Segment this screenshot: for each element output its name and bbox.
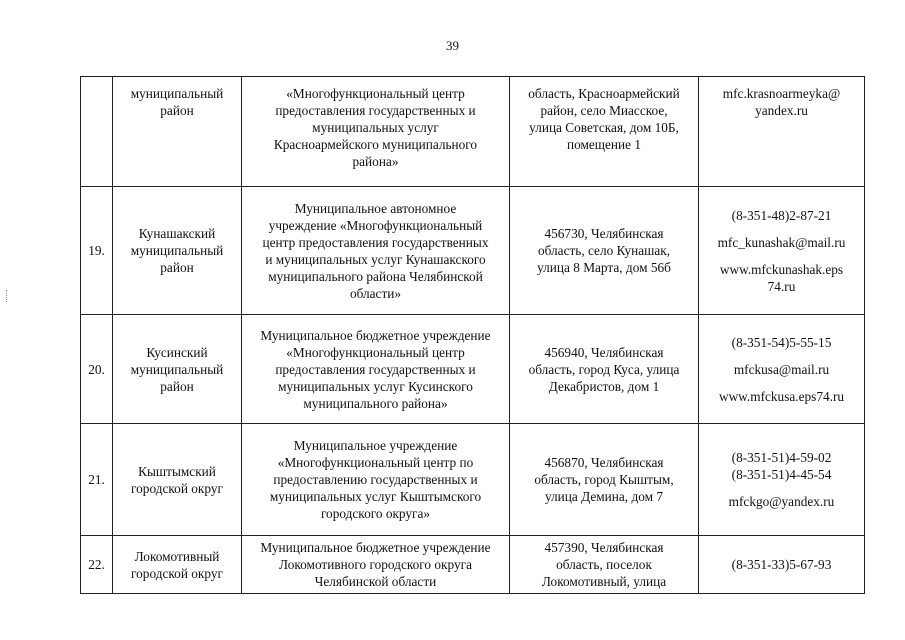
district-line: Локомотивный bbox=[134, 548, 220, 564]
organization-line: района» bbox=[352, 154, 399, 169]
address bbox=[510, 77, 699, 187]
email-link[interactable]: mfckgo@yandex.ru bbox=[728, 494, 835, 509]
address-line: улица Советская, дом 10Б, bbox=[529, 120, 679, 135]
address bbox=[510, 536, 699, 594]
district-line: район bbox=[160, 378, 194, 394]
organization-line: муниципальных услуг Кыштымского bbox=[269, 489, 482, 504]
address-line: 456870, Челябинская bbox=[544, 455, 664, 470]
organization-line: предоставлению государственных и bbox=[273, 472, 478, 487]
organization-line: учреждение «Многофункциональный bbox=[268, 217, 483, 233]
district-line: муниципальный bbox=[130, 86, 224, 101]
district-line: район bbox=[160, 260, 194, 275]
table-row bbox=[81, 315, 865, 424]
table-row bbox=[81, 77, 865, 187]
phone-number: (8-351-51)4-59-02 bbox=[731, 450, 832, 465]
row-number: 19. bbox=[81, 187, 113, 315]
row-number bbox=[81, 77, 113, 187]
phone-number: (8-351-51)4-45-54 bbox=[731, 467, 832, 482]
row-number: 20. bbox=[81, 315, 113, 424]
address-line: область, поселок bbox=[556, 557, 652, 572]
address-line: 456730, Челябинская bbox=[544, 226, 664, 241]
organization-line: городского округа» bbox=[320, 506, 431, 521]
organization-line: Красноармейского муниципального bbox=[273, 137, 478, 152]
district-line: Кыштымский bbox=[138, 463, 216, 479]
organization-line: предоставления государственных и bbox=[275, 361, 476, 377]
contacts bbox=[699, 315, 865, 424]
organization-line: «Многофункциональный центр по bbox=[277, 455, 474, 470]
contacts bbox=[699, 187, 865, 315]
row-number: 21. bbox=[81, 424, 113, 536]
organization-line: области» bbox=[349, 285, 402, 301]
table-row bbox=[81, 536, 865, 594]
address-line: улица Демина, дом 7 bbox=[544, 489, 664, 504]
address-line: улица 8 Марта, дом 56б bbox=[537, 260, 671, 275]
phone-number: (8-351-48)2-87-21 bbox=[731, 207, 832, 223]
organization-line: муниципальных услуг bbox=[312, 120, 439, 135]
organization-name bbox=[242, 315, 510, 424]
district-line: городской округ bbox=[131, 565, 223, 581]
website-link-continued[interactable]: 74.ru bbox=[767, 278, 796, 294]
website-link[interactable]: www.mfckusa.eps74.ru bbox=[718, 388, 845, 404]
contacts bbox=[699, 424, 865, 536]
address-line: 456940, Челябинская bbox=[544, 344, 664, 360]
address bbox=[510, 187, 699, 315]
organization-line: муниципального района» bbox=[303, 395, 448, 411]
district-line: район bbox=[160, 103, 194, 118]
organization-line: Муниципальное автономное bbox=[294, 200, 457, 216]
phone-number: (8-351-54)5-55-15 bbox=[731, 334, 832, 350]
organization-line: «Многофункциональный центр bbox=[286, 86, 465, 101]
address-line: область, город Кыштым, bbox=[534, 472, 674, 487]
address-line: помещение 1 bbox=[566, 137, 642, 152]
organization-line: Муниципальное учреждение bbox=[293, 438, 458, 453]
table-row bbox=[81, 424, 865, 536]
contacts bbox=[699, 77, 865, 187]
email-link-continued[interactable]: yandex.ru bbox=[755, 103, 808, 118]
address-line: область, село Кунашак, bbox=[537, 243, 671, 258]
organization-name bbox=[242, 424, 510, 536]
address-line: область, Красноармейский bbox=[528, 86, 680, 101]
address-line: область, город Куса, улица bbox=[528, 361, 680, 377]
district-line: Кусинский bbox=[146, 344, 208, 360]
phone-number: (8-351-33)5-67-93 bbox=[731, 557, 832, 572]
email-link[interactable]: mfc.krasnoarmeyka@ bbox=[722, 86, 841, 101]
district-line: муниципальный bbox=[130, 243, 224, 258]
district-name bbox=[113, 187, 242, 315]
row-number: 22. bbox=[81, 536, 113, 594]
address-line: район, село Миасское, bbox=[540, 103, 668, 118]
organization-line: муниципального района Челябинской bbox=[268, 268, 483, 284]
address bbox=[510, 424, 699, 536]
margin-scan-mark bbox=[6, 290, 8, 302]
district-name bbox=[113, 536, 242, 594]
district-name bbox=[113, 424, 242, 536]
page-number: 39 bbox=[446, 38, 459, 53]
organization-name bbox=[242, 536, 510, 594]
organization-line: «Многофункциональный центр bbox=[286, 344, 465, 360]
address-line: 457390, Челябинская bbox=[544, 540, 664, 555]
mfc-registry-table bbox=[80, 76, 865, 594]
email-link[interactable]: mfc_kunashak@mail.ru bbox=[717, 234, 846, 250]
district-name bbox=[113, 315, 242, 424]
district-name bbox=[113, 77, 242, 187]
email-link[interactable]: mfckusa@mail.ru bbox=[733, 361, 830, 377]
organization-name bbox=[242, 77, 510, 187]
table-row bbox=[81, 187, 865, 315]
organization-name bbox=[242, 187, 510, 315]
organization-line: Локомотивного городского округа bbox=[279, 557, 472, 572]
organization-line: муниципальных услуг Кусинского bbox=[278, 378, 473, 394]
organization-line: и муниципальных услуг Кунашакского bbox=[265, 251, 486, 267]
address-line: Локомотивный, улица bbox=[541, 574, 667, 589]
address bbox=[510, 315, 699, 424]
organization-line: Муниципальное бюджетное учреждение bbox=[260, 540, 491, 555]
district-line: муниципальный bbox=[130, 361, 224, 377]
organization-line: Челябинской области bbox=[314, 574, 437, 589]
district-line: городской округ bbox=[131, 480, 223, 496]
district-line: Кунашакский bbox=[138, 226, 216, 241]
organization-line: центр предоставления государственных bbox=[262, 234, 489, 250]
contacts bbox=[699, 536, 865, 594]
organization-line: Муниципальное бюджетное учреждение bbox=[260, 327, 491, 343]
address-line: Декабристов, дом 1 bbox=[548, 378, 660, 394]
organization-line: предоставления государственных и bbox=[275, 103, 476, 118]
website-link[interactable]: www.mfckunashak.eps bbox=[719, 261, 844, 277]
